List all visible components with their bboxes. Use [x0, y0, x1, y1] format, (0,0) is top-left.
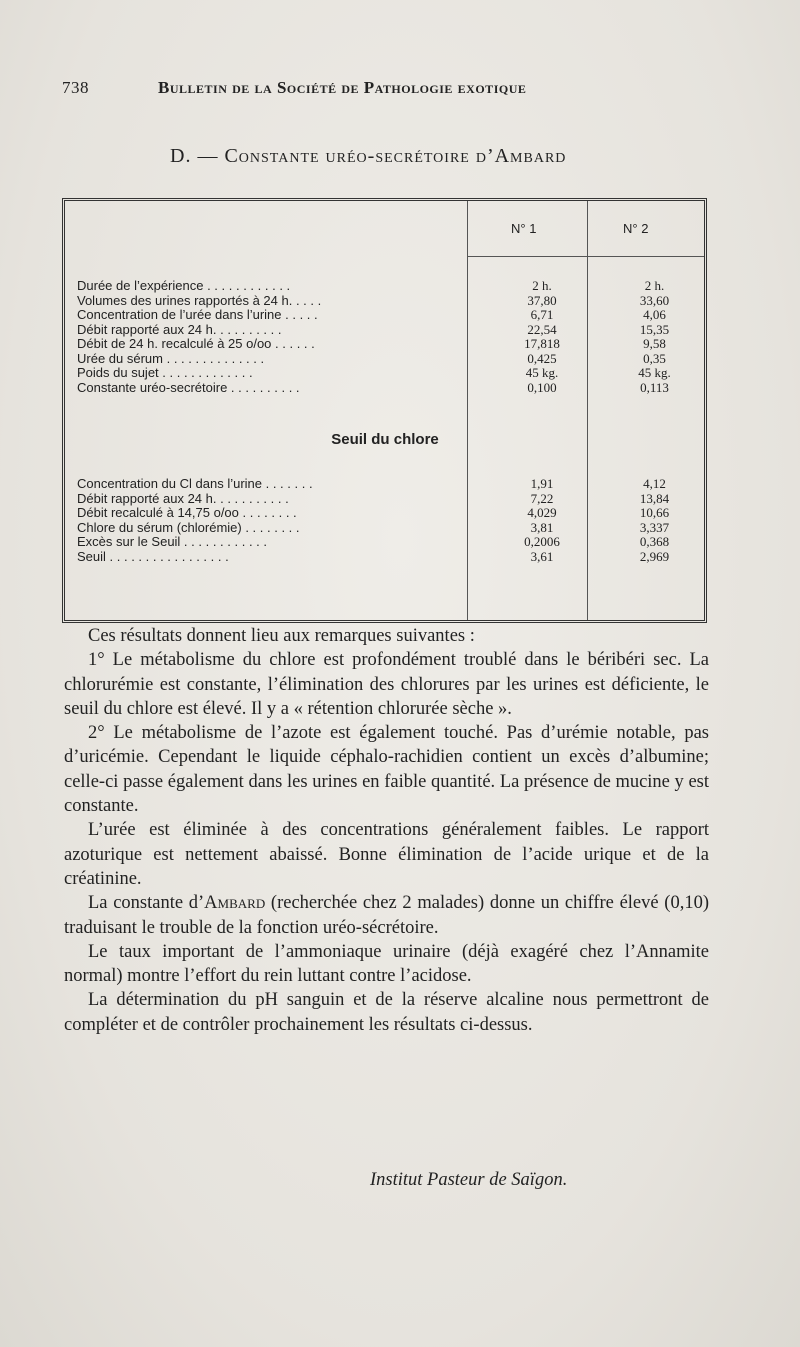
table-row: Urée du sérum . . . . . . . . . . . . . . 0,425 0,35 [77, 350, 666, 366]
table-row: Chlore du sérum (chlorémie) . . . . . . . . 3,81 3,337 [77, 519, 670, 535]
paragraph: 2° Le métabolisme de l’azote est également touché. Pas d’urémie notable, pas d’uricémie. Cependant le liquide céphalo-rachidien contient un excès d’albumine; celle-ci passe également dans les urines en faible quantité. La présence de mucine y est constante. [64, 723, 709, 817]
results-table [62, 198, 707, 623]
table-row: Débit rapporté aux 24 h. . . . . . . . . . . 7,22 13,84 [77, 490, 670, 506]
paragraph: 1° Le métabolisme du chlore est profondément troublé dans le béribéri sec. La chlorurémie est constante, l’élimination des chlorures par les urines est déficiente, le seuil du chlore est élevé. Il y a « rétention chlorurée sèche ». [64, 650, 709, 719]
page-number: 738 [62, 78, 89, 97]
institution-signature: Institut Pasteur de Saïgon. [370, 1170, 568, 1190]
paragraph: Le taux important de l’ammoniaque urinaire (déjà exagéré chez l’Annamite normal) montre l’effort du rein luttant contre l’acidose. [64, 941, 709, 987]
table-section-chlore [77, 477, 707, 564]
table-row: Débit recalculé à 14,75 o/oo . . . . . . . . 4,029 10,66 [77, 505, 670, 520]
header-rule [467, 256, 704, 257]
running-head: Bulletin de la Société de Pathologie exotique [158, 78, 527, 97]
table-row: Constante uréo-secrétoire . . . . . . . . . . 0,100 0,113 [77, 379, 669, 395]
section-title: D. — Constante uréo-secrétoire d’Ambard [170, 145, 567, 167]
paragraph: La constante d’Ambard (recherchée chez 2 malades) donne un chiffre élevé (0,10) traduisant le trouble de la fonction uréo-sécrétoire. [64, 893, 709, 938]
column-header-1: N° 1 [511, 221, 537, 236]
table-row: Débit rapporté aux 24 h. . . . . . . . . . 22,54 15,35 [77, 321, 670, 337]
table-row: Concentration du Cl dans l’urine . . . . . . . 1,91 4,12 [77, 476, 666, 491]
paragraph: La détermination du pH sanguin et de la réserve alcaline nous permettront de compléter et de contrôler prochainement les résultats ci-dessus. [64, 990, 709, 1035]
table-row: Excès sur le Seuil . . . . . . . . . . . . 0,2006 0,368 [77, 534, 670, 549]
table-row: Volumes des urines rapportés à 24 h. . . . . 37,80 33,60 [77, 292, 670, 308]
table-row: Débit de 24 h. recalculé à 25 o/oo . . . . . . 17,818 9,58 [77, 336, 666, 351]
table-row: Durée de l’expérience . . . . . . . . . . . . 2 h. 2 h. [77, 278, 665, 293]
author-name: Ambard [204, 893, 266, 914]
table-row: Poids du sujet . . . . . . . . . . . . . 45 kg. 45 kg. [77, 365, 671, 380]
page-header [62, 78, 622, 104]
paragraph: L’urée est éliminée à des concentrations généralement faibles. Le rapport azoturique est nettement abaissé. Bonne élimination de l’acide urique et de la créatinine. [64, 820, 709, 889]
body-text [64, 624, 709, 1037]
table-row: Concentration de l’urée dans l’urine . . . . . 6,71 4,06 [77, 307, 666, 322]
table-subheading: Seuil du chlore [331, 431, 439, 448]
paragraph: Ces résultats donnent lieu aux remarques suivantes : [88, 626, 475, 646]
table-section-ambard [77, 279, 707, 395]
column-header-2: N° 2 [623, 221, 649, 236]
table-row: Seuil . . . . . . . . . . . . . . . . . 3,61 2,969 [77, 548, 670, 564]
